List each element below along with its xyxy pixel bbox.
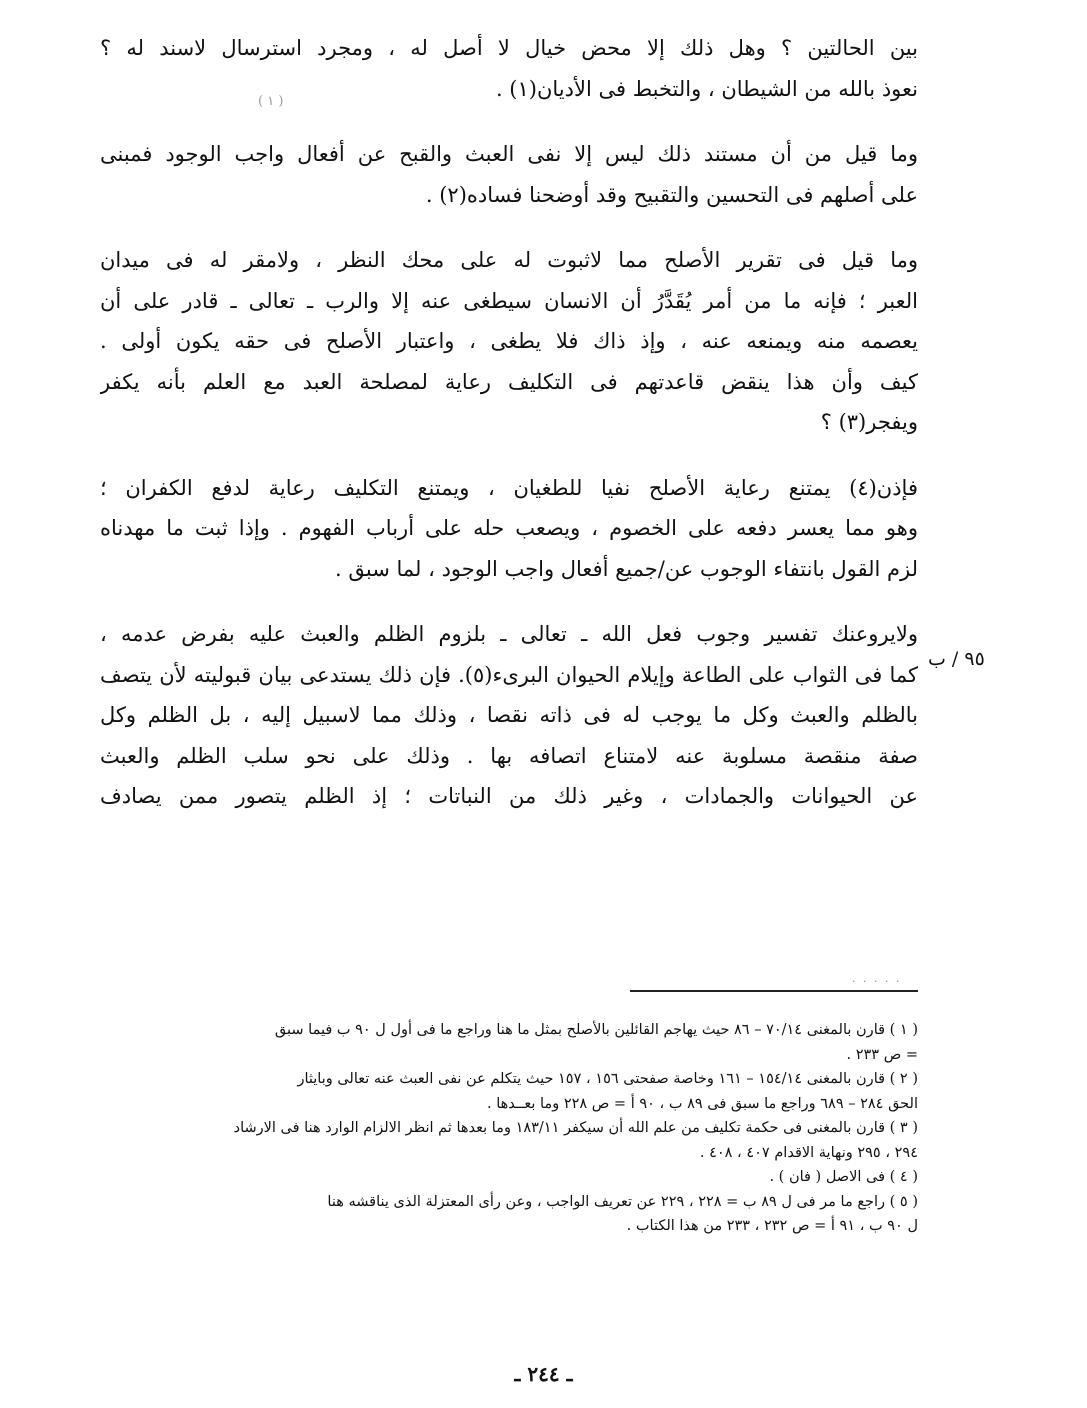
footnote-line: ٢٩٤ ، ٢٩٥ ونهاية الاقدام ٤٠٧ ، ٤٠٨ . (699, 1144, 918, 1161)
paragraph-2 (100, 134, 918, 215)
paragraph-3 (100, 240, 918, 443)
footnote-4 (100, 1165, 918, 1190)
text-line: على أصلهم فى التحسين والتقبيح وقد أوضحنا فساده(٢) . (425, 182, 918, 207)
text-line: بين الحالتين ؟ وهل ذلك إلا محض خيال لا أصل له ، ومجرد استرسال لاسند له ؟ (100, 36, 918, 60)
text-line: بالظلم والعبث وكل ما يوجب له فى ذاته نقصا ، وذلك مما لاسبيل إليه ، بل الظلم وكل (100, 703, 918, 727)
margin-folio-note: ٩٥ / ب (928, 648, 985, 670)
text-line: صفة منقصة مسلوبة عنه لامتناع اتصافه بها . وذلك على نحو سلب الظلم والعبث (100, 743, 918, 768)
footnote-5 (100, 1190, 918, 1239)
decorative-dots: · · · · · (852, 975, 902, 988)
text-line: العبر ؛ فإنه ما من أمر يُقَدَّرُ أن الانسان سيطغى عنه إلا والرب ـ تعالى ـ قادر على أن (100, 288, 918, 313)
main-text (100, 28, 918, 842)
paragraph-1 (100, 28, 918, 109)
footnote-line: = ص ٢٣٣ . (846, 1046, 918, 1063)
footnote-divider (630, 990, 918, 992)
faint-mark: ( ١ ) (258, 94, 284, 109)
footnote-line: ( ٥ ) راجع ما مر فى ل ٨٩ ب = ٢٢٨ ، ٢٢٩ عن تعريف الواجب ، وعن رأى المعتزلة الذى يناقشه هنا (327, 1193, 918, 1210)
text-line: ولايروعنك تفسير وجوب فعل الله ـ تعالى ـ بلزوم الظلم والعبث عليه بفرض عدمه ، (100, 622, 918, 646)
footnotes (100, 1018, 918, 1239)
page-number: ـ ٢٤٤ ـ (514, 1362, 573, 1386)
text-line: فإذن(٤) يمتنع رعاية الأصلح نفيا للطغيان ، ويمتنع التكليف رعاية لدفع الكفران ؛ (100, 475, 918, 500)
text-line: ويفجر(٣) ؟ (820, 410, 918, 434)
text-line: وما قيل فى تقرير الأصلح مما لاثبوت له على محك النظر ، ولامقر له فى ميدان (100, 248, 918, 272)
footnote-2 (100, 1067, 918, 1116)
text-line: وهو مما يعسر دفعه على الخصوم ، ويصعب حله على أرباب الفهوم . وإذا ثبت ما مهدناه (100, 516, 918, 540)
paragraph-5 (100, 614, 918, 817)
footnote-1 (100, 1018, 918, 1067)
footnote-line: ( ٤ ) فى الاصل ( فان ) . (769, 1169, 918, 1185)
text-line: نعوذ بالله من الشيطان ، والتخبط فى الأديان(١) . (495, 76, 918, 101)
text-line: لزم القول بانتفاء الوجوب عن/جميع أفعال واجب الوجود ، لما سبق . (335, 556, 918, 581)
text-line: وما قيل من أن مستند ذلك ليس إلا نفى العبث والقبح عن أفعال واجب الوجود فمبنى (100, 142, 918, 166)
footnote-3 (100, 1116, 918, 1165)
footnote-line: ( ١ ) قارن بالمغنى ٧٠/١٤ – ٨٦ حيث يهاجم القائلين بالأصلح بمثل ما هنا وراجع ما فى أول ل ٩٠ ب فيما سبق (274, 1022, 918, 1038)
text-line: كيف وأن هذا ينقض قاعدتهم فى التكليف رعاية لمصلحة العبد مع العلم بأنه يكفر (100, 369, 918, 394)
text-line: عن الحيوانات والجمادات ، وغير ذلك من النباتات ؛ إذ الظلم يتصور ممن يصادف (100, 784, 918, 808)
footnote-line: الحق ٢٨٤ – ٦٨٩ وراجع ما سبق فى ٨٩ ب ، ٩٠ أ = ص ٢٢٨ وما بعــدها . (486, 1095, 918, 1112)
paragraph-4 (100, 468, 918, 590)
footnote-line: ( ٣ ) قارن بالمغنى فى حكمة تكليف من علم الله أن سيكفر ١٨٣/١١ وما بعدها ثم انظر الالزام الوارد هنا فى الارشاد (233, 1120, 918, 1136)
footnote-line: ( ٢ ) قارن بالمغنى ١٥٤/١٤ – ١٦١ وخاصة صفحتى ١٥٦ ، ١٥٧ حيث يتكلم عن نفى العبث عنه تعالى وبايثار (297, 1071, 918, 1087)
text-line: كما فى الثواب على الطاعة وإيلام الحيوان البرىء(٥). فإن ذلك يستدعى بيان قبوليته لأن يتصف (100, 662, 918, 687)
footnote-line: ل ٩٠ ب ، ٩١ أ = ص ٢٣٢ ، ٢٣٣ من هذا الكتاب . (626, 1218, 918, 1234)
text-line: يعصمه منه ويمنعه عنه ، وإذ ذاك فلا يطغى ، واعتبار الأصلح فى حقه يكون أولى . (100, 329, 918, 353)
